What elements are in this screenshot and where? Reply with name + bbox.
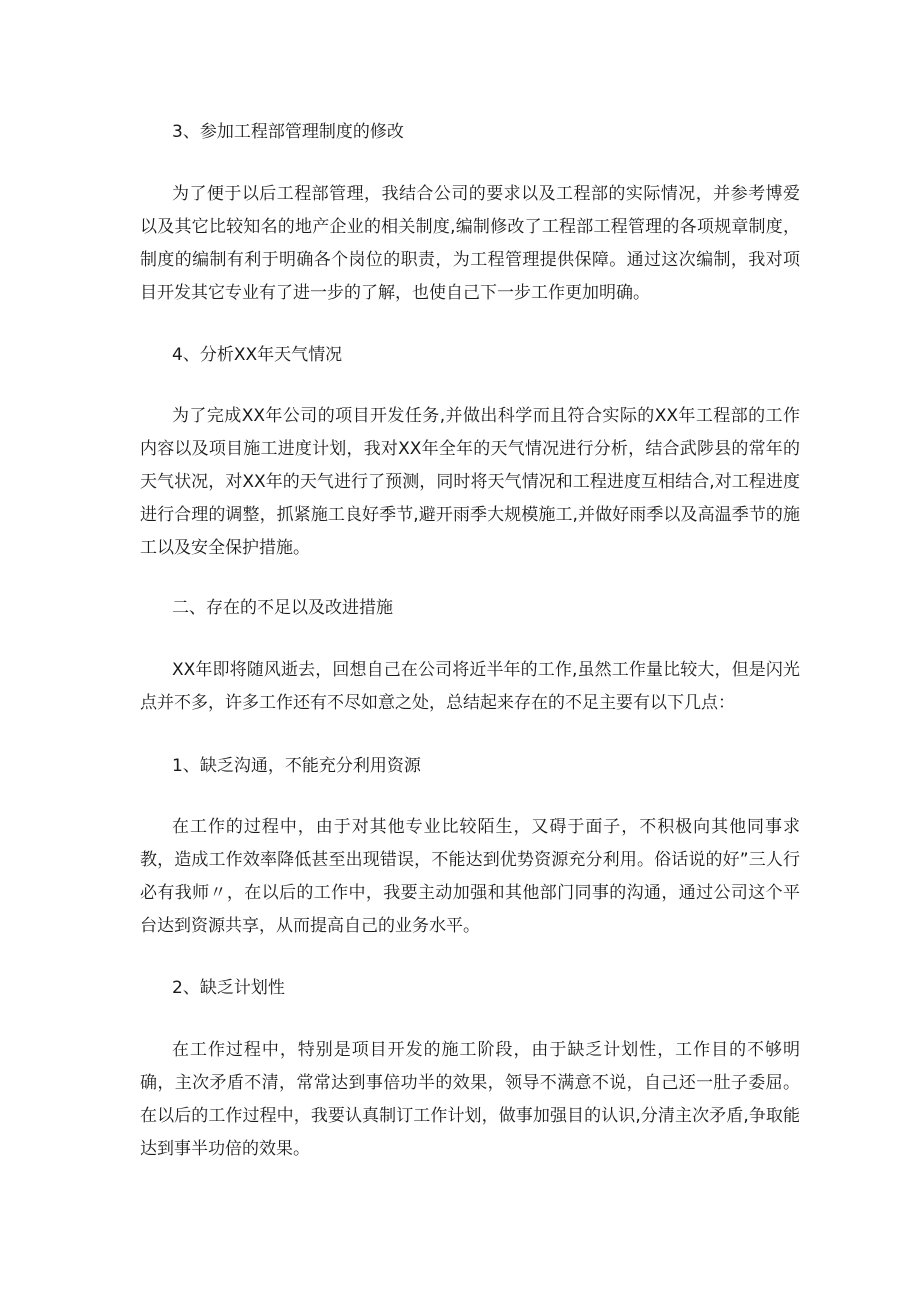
paragraph: 为了完成XX年公司的项目开发任务,并做出科学而且符合实际的XX年工程部的工作内容以及项目施工进度计划，我对XX年全年的天气情况进行分析，结合武陟县的常年的天气状况，对XX年的天气进行了预测，同时将天气情况和工程进度互相结合,对工程进度进行合理的调整，抓紧施工良好季节,避开雨季大规模施工,并做好雨季以及高温季节的施工以及安全保护措施。 [140,406,800,558]
paragraph: 在工作的过程中，由于对其他专业比较陌生，又碍于面子，不积极向其他同事求教，造成工作效率降低甚至出现错误，不能达到优势资源充分利用。俗话说的好”三人行必有我师〃，在以后的工作中，我要主动加强和其他部门同事的沟通，通过公司这个平台达到资源共享，从而提高自己的业务水平。 [140,817,800,936]
section-heading: 2、缺乏计划性 [172,978,285,998]
paragraph: 为了便于以后工程部管理，我结合公司的要求以及工程部的实际情况，并参考博爱以及其它比较知名的地产企业的相关制度,编制修改了工程部工程管理的各项规章制度，制度的编制有利于明确各个岗位的职责，为工程管理提供保障。通过这次编制，我对项目开发其它专业有了进一步的了解，也使自己下一步工作更加明确。 [140,184,800,303]
paragraph: 在工作过程中，特别是项目开发的施工阶段，由于缺乏计划性，工作目的不够明确，主次矛盾不清，常常达到事倍功半的效果，领导不满意不说，自己还一肚子委屈。在以后的工作过程中，我要认真制订工作计划，做事加强目的认识,分清主次矛盾,争取能达到事半功倍的效果。 [140,1040,800,1159]
section-heading: 4、分析XX年天气情况 [172,345,343,365]
section-heading: 二、存在的不足以及改进措施 [172,598,393,618]
paragraph: XX年即将随风逝去，回想自己在公司将近半年的工作,虽然工作量比较大，但是闪光点并不多，许多工作还有不尽如意之处，总结起来存在的不足主要有以下几点： [140,660,800,713]
section-heading: 1、缺乏沟通，不能充分利用资源 [172,756,421,776]
section-heading: 3、参加工程部管理制度的修改 [172,122,404,142]
